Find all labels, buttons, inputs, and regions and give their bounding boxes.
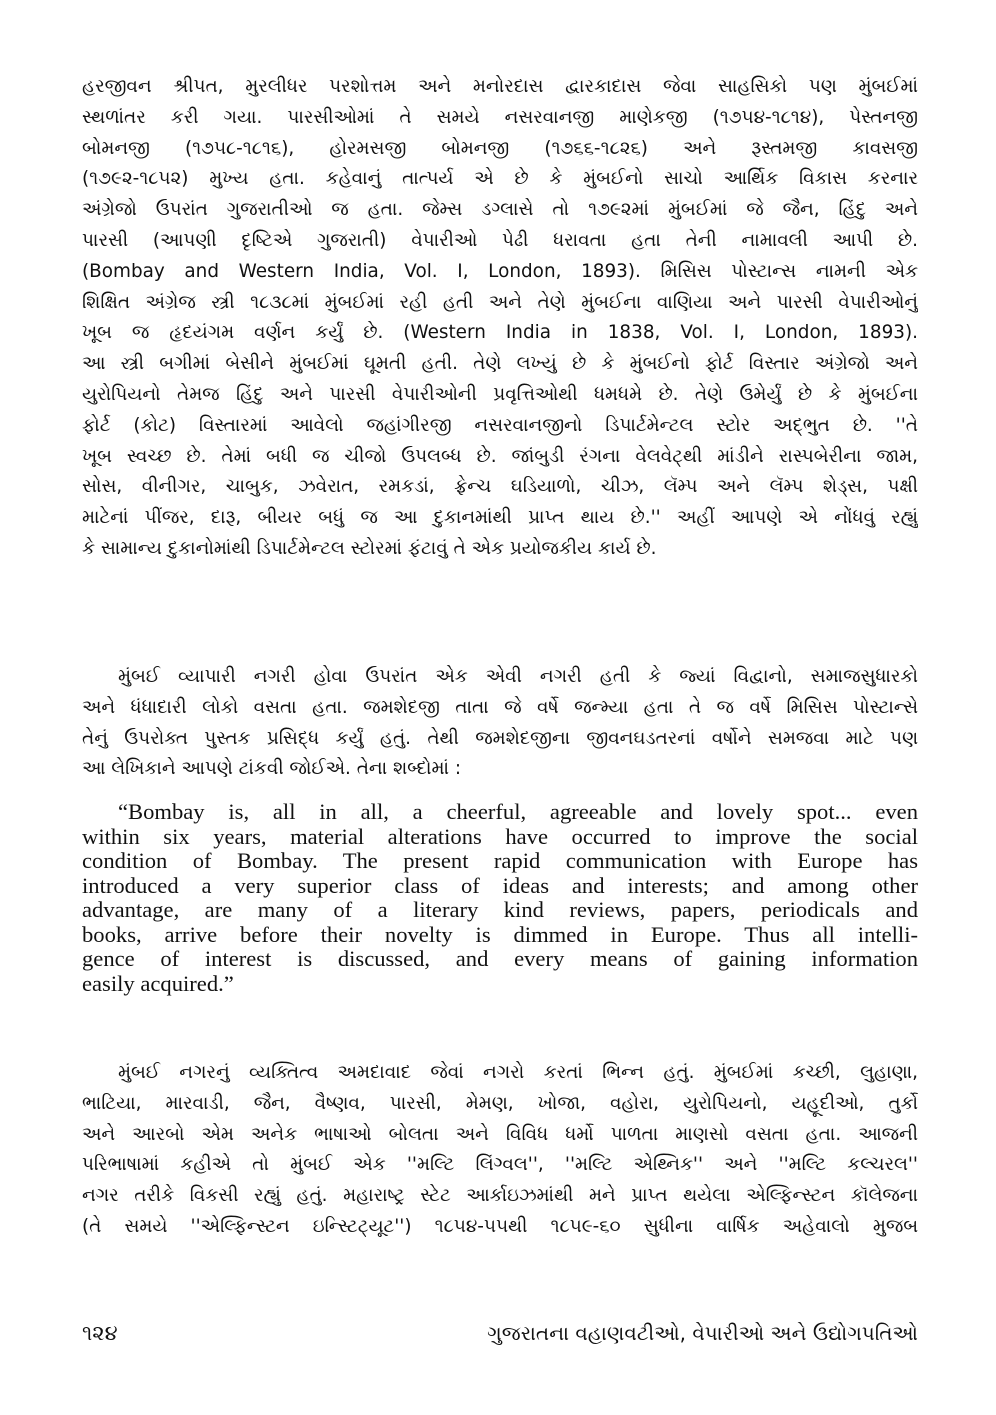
text-line: પરિભાષામાં કહીએ તો મુંબઈ એક ''મલ્ટિ લિંગ્વલ'', ''મલ્ટિ એથ્નિક'' અને ''મલ્ટિ કલ્ચરલ'' [82,1154,918,1176]
text-line: અને ધંધાદારી લોકો વસતા હતા. જમશેદજી તાતા જે વર્ષે જન્મ્યા હતા તે જ વર્ષે મિસિસ પોસ્ટાન્સે [82,696,918,718]
text-line: નગર તરીકે વિકસી રહ્યું હતું. મહારાષ્ટ્ર સ્ટેટ આર્કાઇઝમાંથી મને પ્રાપ્ત થયેલા એલ્ફિન્સ્ટન કૉલેજના [82,1185,918,1207]
running-title: ગુજરાતના વહાણવટીઓ, વેપારીઓ અને ઉદ્યોગપતિઓ [487,1321,918,1345]
quote-line: books, arrive before their novelty is dimmed in Europe. Thus all intelli- [82,922,918,947]
text-line: મુંબઈ વ્યાપારી નગરી હોવા ઉપરાંત એક એવી નગરી હતી કે જ્યાં વિદ્વાનો, સમાજસુધારકો [118,666,918,687]
text-line: આ સ્ત્રી બગીમાં બેસીને મુંબઈમાં ઘૂમતી હતી. તેણે લખ્યું છે કે મુંબઈનો ફોર્ટ વિસ્તાર અંગ્રેજો અને [82,353,918,375]
quote-line: condition of Bombay. The present rapid communication with Europe has [82,849,918,873]
quote-line: within six years, material alterations have occurred to improve the social [82,824,918,849]
text-line: અને આરબો એમ અનેક ભાષાઓ બોલતા અને વિવિધ ધર્મો પાળતા માણસો વસતા હતા. આજની [82,1123,918,1145]
text-line: ખૂબ જ હૃદયંગમ વર્ણન કર્યું છે. (Western India in 1838, Vol. I, London, 1893). [82,322,918,344]
quote-line: gence of interest is discussed, and every means of gaining information [82,947,918,971]
text-line: પારસી (આપણી દૃષ્ટિએ ગુજરાતી) વેપારીઓ પેઢી ધરાવતા હતા તેની નામાવલી આપી છે. [82,229,918,251]
text-line: (૧૭૯૨-૧૮૫૨) મુખ્ય હતા. કહેવાનું તાત્પર્ય એ છે કે મુંબઈનો સાચો આર્થિક વિકાસ કરનાર [82,168,918,190]
text-line: ફોર્ટ (કોટ) વિસ્તારમાં આવેલો જહાંગીરજી નસરવાનજીનો ડિપાર્ટમેન્ટલ સ્ટોર અદ્ભુત છે. ''તે [82,414,918,436]
text-line: ખૂબ સ્વચ્છ છે. તેમાં બધી જ ચીજો ઉપલબ્ધ છે. જાંબુડી રંગના વેલવેટ્થી માંડીને રાસ્પબેરીના જામ, [82,445,918,467]
text-line: સોસ, વીનીગર, ચાબુક, ઝવેરાત, રમકડાં, ફ્રેન્ચ ઘડિયાળો, ચીઝ, લૅમ્પ અને લૅમ્પ શેડ્સ, પક્ષી [82,476,918,498]
quote-line: “Bombay is, all in all, a cheerful, agreeable and lovely spot... even [118,800,918,824]
text-line: માટેનાં પીંજર, દારૂ, બીયર બધું જ આ દુકાનમાંથી પ્રાપ્ત થાય છે.'' અહીં આપણે એ નોંધવું રહ્યું [82,507,918,529]
text-line: કે સામાન્ય દુકાનોમાંથી ડિપાર્ટમેન્ટલ સ્ટોરમાં ફંટાવું તે એક પ્રયોજકીય કાર્ય છે. [82,537,657,559]
page-number: ૧૨૪ [82,1321,118,1345]
paragraph-mrs-postans [82,662,918,785]
text-line: (તે સમયે ''એલ્ફિન્સ્ટન ઇન્સ્ટિટ્યૂટ'') ૧૮૫૪-૫૫થી ૧૮૫૯-૬૦ સુધીના વાર્ષિક અહેવાલો મુજબ [82,1215,918,1237]
page-footer [82,1316,918,1350]
block-quote-english [82,800,918,996]
text-line: આ લેખિકાને આપણે ટાંકવી જોઈએ. તેના શબ્દોમાં : [82,758,462,780]
paragraph-merchants-of-bombay [82,72,918,565]
text-line: બોમનજી (૧૭૫૮-૧૮૧૬), હોરમસજી બોમનજી (૧૭૬૬-૧૮૨૬) અને રૂસ્તમજી કાવસજી [82,137,918,159]
text-line: તેનું ઉપરોક્ત પુસ્તક પ્રસિદ્ધ કર્યું હતું. તેથી જમશેદજીના જીવનઘડતરનાં વર્ષોને સમજવા માટે પણ [82,727,918,749]
text-line: સ્થળાંતર કરી ગયા. પારસીઓમાં તે સમયે નસરવાનજી માણેકજી (૧૭૫૪-૧૮૧૪), પેસ્તનજી [82,106,918,128]
quote-line: easily acquired.” [82,971,234,996]
text-line: ભાટિયા, મારવાડી, જૈન, વૈષ્ણવ, પારસી, મેમણ, ખોજા, વહોરા, યુરોપિયનો, યહૂદીઓ, તુર્કો [82,1092,918,1114]
text-line: અંગ્રેજો ઉપરાંત ગુજરાતીઓ જ હતા. જેમ્સ ડગ્લાસે તો ૧૭૯૨માં મુંબઈમાં જે જૈન, હિંદુ અને [82,199,918,221]
text-line: હરજીવન શ્રીપત, મુરલીધર પરશોત્તમ અને મનોરદાસ દ્વારકાદાસ જેવા સાહસિકો પણ મુંબઈમાં [82,76,918,97]
text-line: (Bombay and Western India, Vol. I, London, 1893). મિસિસ પોસ્ટાન્સ નામની એક [82,260,918,282]
text-line: મુંબઈ નગરનું વ્યક્તિત્વ અમદાવાદ જેવાં નગરો કરતાં ભિન્ન હતું. મુંબઈમાં કચ્છી, લુહાણા, [118,1062,918,1083]
text-line: યુરોપિયનો તેમજ હિંદુ અને પારસી વેપારીઓની પ્રવૃત્તિઓથી ધમધમે છે. તેણે ઉમેર્યું છે કે મુંબઈના [82,383,918,405]
quote-line: introduced a very superior class of ideas and interests; and among other [82,873,918,898]
paragraph-cosmopolitan-bombay [82,1058,918,1243]
quote-line: advantage, are many of a literary kind reviews, papers, periodicals and [82,898,918,922]
text-line: શિક્ષિત અંગ્રેજ સ્ત્રી ૧૮૩૮માં મુંબઈમાં રહી હતી અને તેણે મુંબઈના વાણિયા અને પારસી વેપારીઓનું [82,291,918,313]
